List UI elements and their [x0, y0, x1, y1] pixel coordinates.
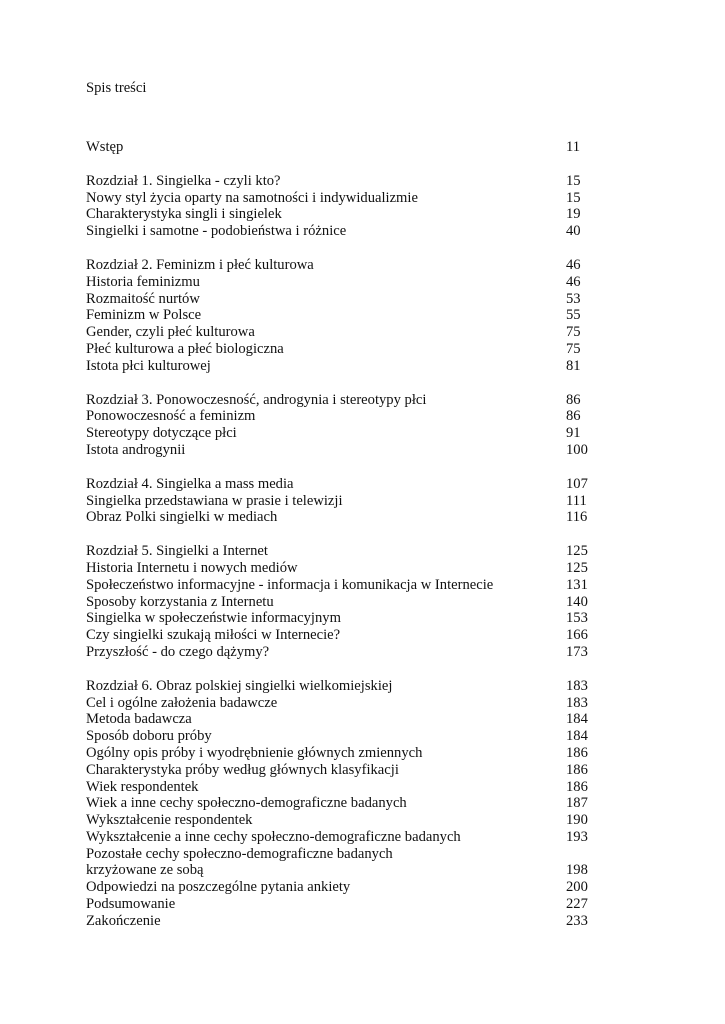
toc-entry-page-number: 186	[566, 744, 588, 761]
toc-entry-page-number: 46	[566, 273, 581, 290]
toc-entry-page-number: 190	[566, 812, 588, 829]
toc-entry-page-number: 125	[566, 559, 588, 576]
toc-entry-label: Singielki i samotne - podobieństwa i różnice	[86, 223, 347, 240]
toc-entry-row	[86, 493, 606, 510]
toc-entry-label: Wiek respondentek	[86, 778, 199, 795]
toc-entry-row	[86, 812, 606, 829]
toc-entry-label: Historia feminizmu	[86, 273, 200, 290]
toc-entry-page-number: 100	[566, 441, 588, 458]
toc-chapter-row	[86, 173, 606, 190]
toc-entry-row	[86, 711, 606, 728]
toc-entry-label: Istota płci kulturowej	[86, 357, 211, 374]
toc-entry-label: Obraz Polki singielki w mediach	[86, 509, 278, 526]
toc-entry-label: Przyszłość - do czego dążymy?	[86, 643, 270, 660]
table-of-contents	[86, 80, 606, 947]
toc-entry-label: Sposoby korzystania z Internetu	[86, 593, 274, 610]
toc-entry-page-number: 15	[566, 189, 581, 206]
toc-entry-label: Istota androgynii	[86, 441, 186, 458]
toc-entry-page-number: 166	[566, 627, 588, 644]
toc-entry-label: Cel i ogólne założenia badawcze	[86, 694, 278, 711]
toc-entry-label: Wiek a inne cechy społeczno-demograficzne badanych	[86, 795, 407, 812]
toc-section	[86, 476, 606, 526]
toc-entry-row	[86, 795, 606, 812]
toc-entry-page-number: 40	[566, 223, 581, 240]
toc-section	[86, 173, 606, 240]
toc-entry-label: Charakterystyka singli i singielek	[86, 206, 282, 223]
toc-chapter-row	[86, 543, 606, 560]
toc-entry-label: Ponowoczesność a feminizm	[86, 408, 256, 425]
toc-entry-row	[86, 509, 606, 526]
toc-entry-label: Podsumowanie	[86, 896, 176, 913]
toc-entry-row	[86, 223, 606, 240]
toc-entry-row	[86, 695, 606, 712]
toc-entry-label: Gender, czyli płeć kulturowa	[86, 324, 255, 341]
toc-entry-page-number: 227	[566, 896, 588, 913]
toc-entry-row	[86, 190, 606, 207]
toc-entry-label: Wykształcenie a inne cechy społeczno-demograficzne badanych	[86, 828, 461, 845]
toc-entry-row	[86, 577, 606, 594]
toc-entry-row	[86, 829, 606, 846]
toc-entry-page-number: 86	[566, 408, 581, 425]
toc-entry-page-number: 86	[566, 391, 581, 408]
toc-entry-label: Społeczeństwo informacyjne - informacja i komunikacja w Internecie	[86, 576, 494, 593]
toc-entry-page-number: 131	[566, 576, 588, 593]
toc-entry-page-number: 184	[566, 711, 588, 728]
toc-entry-page-number: 116	[566, 509, 588, 526]
toc-entry-row	[86, 745, 606, 762]
toc-entry-row	[86, 896, 606, 913]
toc-entry-row	[86, 358, 606, 375]
toc-entry-label: Singielka przedstawiana w prasie i telewizji	[86, 492, 343, 509]
toc-entry-row	[86, 913, 606, 930]
toc-section	[86, 392, 606, 459]
toc-entry-label: Rozdział 5. Singielki a Internet	[86, 543, 268, 560]
toc-entry-page-number: 75	[566, 340, 581, 357]
toc-entry-label: Czy singielki szukają miłości w Internecie?	[86, 627, 341, 644]
toc-entry-row	[86, 408, 606, 425]
toc-entry-page-number: 153	[566, 610, 588, 627]
toc-entry-page-number: 53	[566, 290, 581, 307]
toc-entry-label: Odpowiedzi na poszczególne pytania ankiety	[86, 879, 351, 896]
toc-chapter-row	[86, 678, 606, 695]
toc-entry-row	[86, 610, 606, 627]
toc-entry-row	[86, 442, 606, 459]
toc-entry-label: Ogólny opis próby i wyodrębnienie głównych zmiennych	[86, 744, 423, 761]
toc-entry-page-number: 200	[566, 879, 588, 896]
toc-chapter-row	[86, 392, 606, 409]
toc-entry-row	[86, 879, 606, 896]
toc-entry-row	[86, 307, 606, 324]
toc-entry-row	[86, 762, 606, 779]
toc-entry-label: Nowy styl życia oparty na samotności i indywidualizmie	[86, 189, 418, 206]
toc-entry-page-number: 15	[566, 172, 581, 189]
toc-section	[86, 257, 606, 375]
toc-entry-page-number: 193	[566, 828, 588, 845]
toc-entry-label: Rozmaitość nurtów	[86, 290, 200, 307]
toc-entry-label: Stereotypy dotyczące płci	[86, 425, 237, 442]
toc-chapter-row	[86, 476, 606, 493]
toc-entry-label: Płeć kulturowa a płeć biologiczna	[86, 340, 284, 357]
toc-section	[86, 678, 606, 930]
toc-entry-page-number: 55	[566, 307, 581, 324]
toc-entry-page-number: 233	[566, 912, 588, 929]
toc-entry-row	[86, 291, 606, 308]
toc-entry-page-number: 19	[566, 206, 581, 223]
toc-entry-page-number: 173	[566, 643, 588, 660]
toc-entry-label: Wykształcenie respondentek	[86, 812, 253, 829]
toc-entry-label: Rozdział 4. Singielka a mass media	[86, 475, 294, 492]
toc-section	[86, 543, 606, 661]
toc-entry-label: Historia Internetu i nowych mediów	[86, 559, 298, 576]
toc-entry-row	[86, 206, 606, 223]
toc-entry-page-number: 46	[566, 256, 581, 273]
toc-entry-row	[86, 139, 606, 156]
toc-entry-label: Feminizm w Polsce	[86, 307, 202, 324]
toc-entry-row	[86, 324, 606, 341]
toc-entry-page-number: 183	[566, 694, 588, 711]
toc-entry-page-number: 111	[566, 492, 587, 509]
toc-entry-page-number: 183	[566, 677, 588, 694]
toc-entry-label: Charakterystyka próby według głównych klasyfikacji	[86, 761, 399, 778]
toc-entry-row	[86, 627, 606, 644]
toc-entry-page-number: 75	[566, 324, 581, 341]
toc-entry-row	[86, 274, 606, 291]
toc-entry-row	[86, 779, 606, 796]
toc-entry-row	[86, 846, 606, 863]
toc-entry-page-number: 91	[566, 425, 581, 442]
toc-entry-row	[86, 594, 606, 611]
toc-entry-row	[86, 644, 606, 661]
toc-entry-row	[86, 560, 606, 577]
toc-entry-page-number: 140	[566, 593, 588, 610]
toc-entry-row	[86, 425, 606, 442]
toc-entry-label: Pozostałe cechy społeczno-demograficzne badanych	[86, 845, 393, 862]
toc-entry-page-number: 186	[566, 761, 588, 778]
toc-entry-page-number: 184	[566, 728, 588, 745]
toc-entry-page-number: 81	[566, 357, 581, 374]
toc-entry-label: Rozdział 6. Obraz polskiej singielki wielkomiejskiej	[86, 677, 393, 694]
toc-section	[86, 139, 606, 156]
toc-entry-label: Rozdział 2. Feminizm i płeć kulturowa	[86, 256, 314, 273]
toc-entry-page-number: 187	[566, 795, 588, 812]
toc-entry-label: Rozdział 3. Ponowoczesność, androgynia i stereotypy płci	[86, 391, 427, 408]
toc-entry-page-number: 186	[566, 778, 588, 795]
toc-entry-page-number: 107	[566, 475, 588, 492]
toc-entry-label: Singielka w społeczeństwie informacyjnym	[86, 610, 341, 627]
toc-entry-row	[86, 862, 606, 879]
toc-chapter-row	[86, 257, 606, 274]
toc-sections	[86, 139, 606, 930]
toc-entry-page-number: 125	[566, 543, 588, 560]
toc-entry-label: Zakończenie	[86, 912, 161, 929]
toc-title: Spis treści	[86, 80, 147, 96]
toc-entry-label: Metoda badawcza	[86, 711, 192, 728]
toc-entry-label: Rozdział 1. Singielka - czyli kto?	[86, 172, 281, 189]
toc-entry-row	[86, 341, 606, 358]
toc-entry-page-number: 11	[566, 139, 581, 155]
toc-entry-row	[86, 728, 606, 745]
toc-entry-label: krzyżowane ze sobą	[86, 862, 204, 879]
toc-entry-page-number: 198	[566, 862, 588, 879]
toc-entry-label: Sposób doboru próby	[86, 728, 212, 745]
toc-entry-label: Wstęp	[86, 139, 124, 155]
